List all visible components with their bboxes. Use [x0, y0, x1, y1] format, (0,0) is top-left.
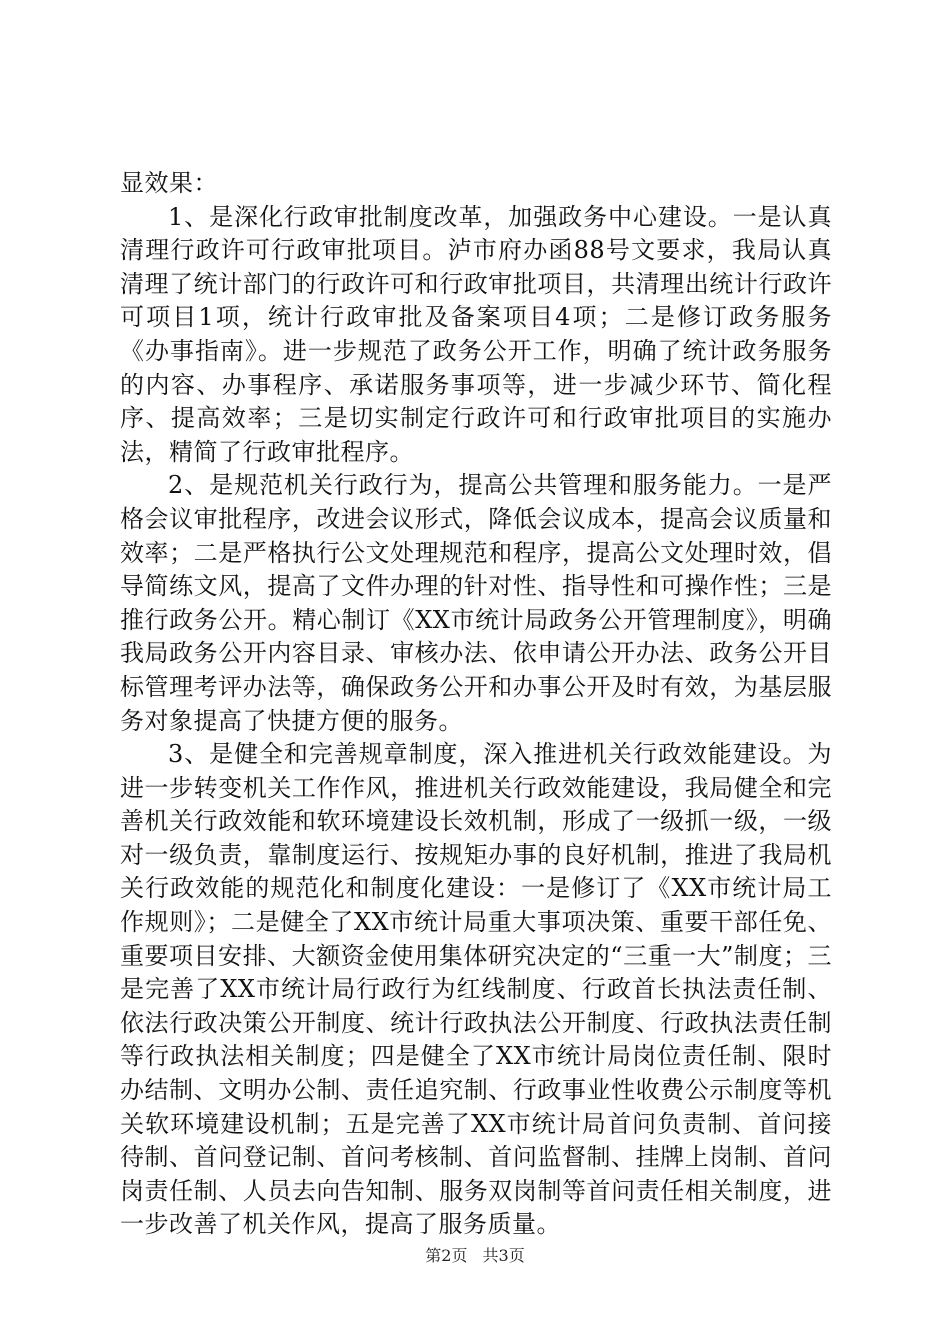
paragraph-continuation: 显效果： [120, 169, 218, 197]
page-total: 共3页 [482, 1246, 525, 1265]
document-body [120, 167, 832, 1242]
page-number: 第2页 [425, 1246, 468, 1265]
page-footer [0, 1246, 950, 1266]
paragraph-item-1: 1、是深化行政审批制度改革，加强政务中心建设。一是认真清理行政许可行政审批项目。泸市府办函88号文要求，我局认真清理了统计部门的行政许可和行政审批项目，共清理出统计行政许可项目1项，统计行政审批及备案项目4项；二是修订政务服务《办事指南》。进一步规范了政务公开工作，明确了统计政务服务的内容、办事程序、承诺服务事项等，进一步减少环节、简化程序、提高效率；三是切实制定行政许可和行政审批项目的实施办法，精简了行政审批程序。 [120, 202, 832, 466]
paragraph-item-2: 2、是规范机关行政行为，提高公共管理和服务能力。一是严格会议审批程序，改进会议形式，降低会议成本，提高会议质量和效率；二是严格执行公文处理规范和程序，提高公文处理时效，倡导简练文风，提高了文件办理的针对性、指导性和可操作性；三是推行政务公开。精心制订《XX市统计局政务公开管理制度》，明确我局政务公开内容目录、审核办法、依申请公开办法、政务公开目标管理考评办法等，确保政务公开和办事公开及时有效，为基层服务对象提高了快捷方便的服务。 [120, 471, 832, 735]
paragraph-item-3: 3、是健全和完善规章制度，深入推进机关行政效能建设。为进一步转变机关工作作风，推进机关行政效能建设，我局健全和完善机关行政效能和软环境建设长效机制，形成了一级抓一级，一级对一级负责，靠制度运行、按规矩办事的良好机制，推进了我局机关行政效能的规范化和制度化建设：一是修订了《XX市统计局工作规则》；二是健全了XX市统计局重大事项决策、重要干部任免、重要项目安排、大额资金使用集体研究决定的“三重一大”制度；三是完善了XX市统计局行政行为红线制度、行政首长执法责任制、依法行政决策公开制度、统计行政执法公开制度、行政执法责任制等行政执法相关制度；四是健全了XX市统计局岗位责任制、限时办结制、文明办公制、责任追究制、行政事业性收费公示制度等机关软环境建设机制；五是完善了XX市统计局首问负责制、首问接待制、首问登记制、首问考核制、首问监督制、挂牌上岗制、首问岗责任制、人员去向告知制、服务双岗制等首问责任相关制度，进一步改善了机关作风，提高了服务质量。 [120, 740, 832, 1239]
